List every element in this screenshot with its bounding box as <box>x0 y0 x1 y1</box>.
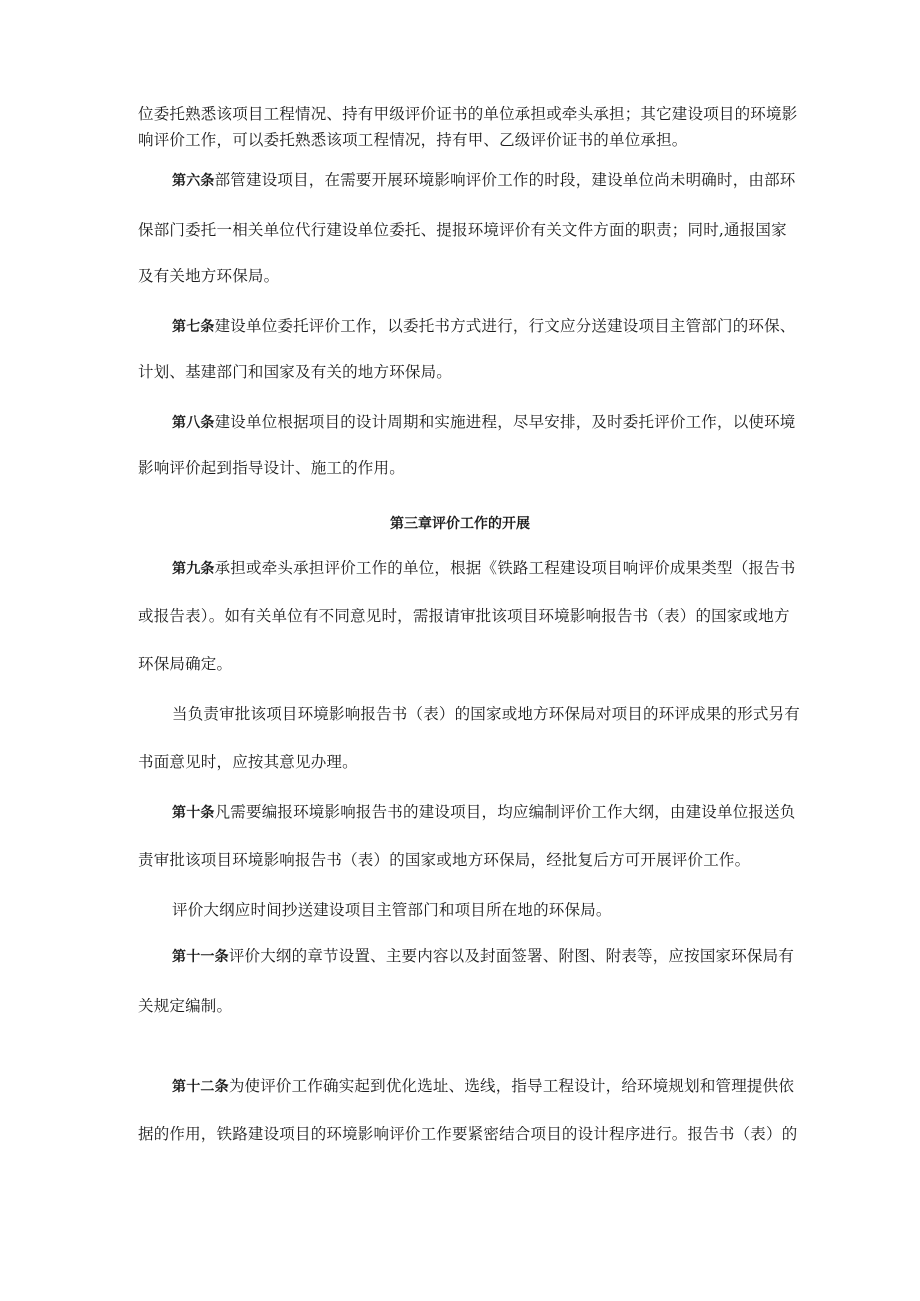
article-label: 第八条 <box>172 415 215 431</box>
article-11: 第十一条评价大纲的章节设置、主要内容以及封面签署、附图、附表等，应按国家环保局有 <box>172 947 795 965</box>
text-line: 及有关地方环保局。 <box>138 267 280 285</box>
article-label: 第十二条 <box>172 1079 229 1095</box>
text-line: 影响评价起到指导设计、施工的作用。 <box>138 459 405 477</box>
article-8: 第八条建设单位根据项目的设计周期和实施进程，尽早安排，及时委托评价工作，以使环境 <box>172 413 796 431</box>
text-line: 计划、基建部门和国家及有关的地方环保局。 <box>138 363 453 381</box>
paragraph: 当负责审批该项目环境影响报告书（表）的国家或地方环保局对项目的环评成果的形式另有 <box>172 705 801 723</box>
article-6: 第六条部管建设项目，在需要开展环境影响评价工作的时段，建设单位尚未明确时，由部环 <box>172 171 796 189</box>
text-line: 位委托熟悉该项目工程情况、持有甲级评价证书的单位承担或牵头承担；其它建设项目的环境影 <box>138 105 798 123</box>
text-line: 书面意见时，应按其意见办理。 <box>138 753 358 771</box>
article-10: 第十条凡需要编报环境影响报告书的建设项目，均应编制评价工作大纲，由建设单位报送负 <box>172 803 796 821</box>
chapter-heading: 第三章评价工作的开展 <box>390 516 530 532</box>
text-line: 或报告表）。如有关单位有不同意见时，需报请审批该项目环境影响报告书（表）的国家或地方 <box>138 607 790 625</box>
article-12: 第十二条为使评价工作确实起到优化选址、选线，指导工程设计，给环境规划和管理提供依 <box>172 1077 795 1095</box>
text-line: 响评价工作，可以委托熟悉该项工程情况，持有甲、乙级评价证书的单位承担。 <box>138 131 688 149</box>
article-label: 第六条 <box>172 173 215 189</box>
text-line: 据的作用，铁路建设项目的环境影响评价工作要紧密结合项目的设计程序进行。报告书（表）的 <box>138 1125 798 1143</box>
article-9: 第九条承担或牵头承担评价工作的单位，根据《铁路工程建设项目响评价成果类型（报告书 <box>172 559 796 577</box>
article-label: 第九条 <box>172 561 215 577</box>
article-label: 第七条 <box>172 319 215 335</box>
text-line: 责审批该项目环境影响报告书（表）的国家或地方环保局，经批复后方可开展评价工作。 <box>138 851 751 869</box>
text-line: 关规定编制。 <box>138 997 233 1015</box>
article-7: 第七条建设单位委托评价工作，以委托书方式进行，行文应分送建设项目主管部门的环保、 <box>172 317 796 335</box>
text-line: 环保局确定。 <box>138 655 233 673</box>
text-line: 保部门委托一相关单位代行建设单位委托、提报环境评价有关文件方面的职责；同时,通报国家 <box>138 221 787 239</box>
article-label: 第十条 <box>172 805 215 821</box>
paragraph: 评价大纲应时间抄送建设项目主管部门和项目所在地的环保局。 <box>172 901 612 919</box>
article-label: 第十一条 <box>172 949 229 965</box>
